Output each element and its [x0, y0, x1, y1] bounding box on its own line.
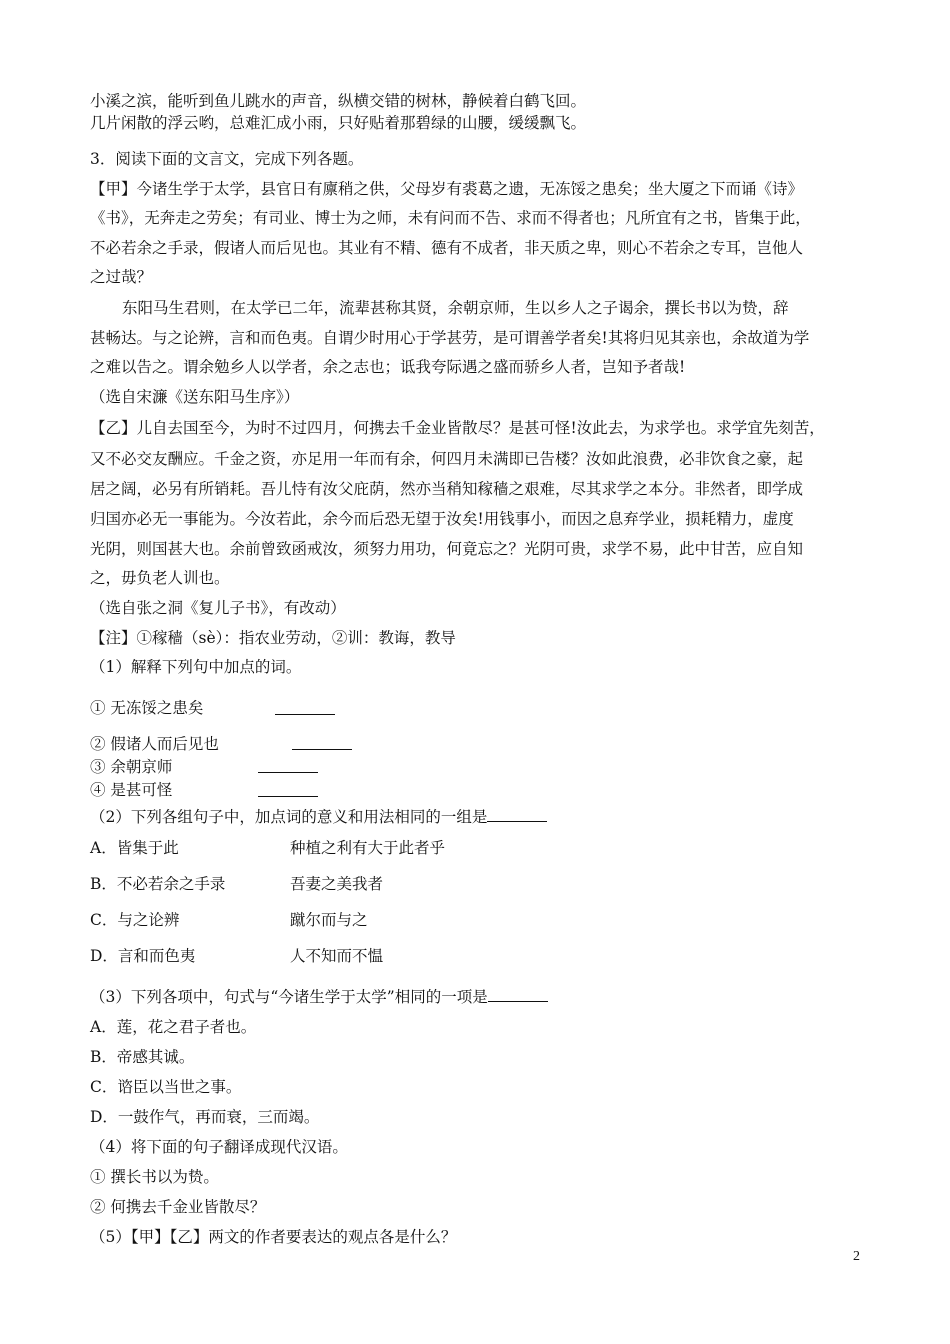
question-3-text: （3）下列各项中，句式与“今诸生学于太学”相同的一项是: [90, 988, 488, 1006]
passage-jia2-line: 东阳马生君则，在太学已二年，流辈甚称其贤，余朝京师，生以乡人之子谒余，撰长书以为贽，辞: [122, 299, 789, 317]
passage-yi-line: 光阴，则国甚大也。余前曾致函戒汝，须努力用功，何竟忘之？光阴可贵，求学不易，此中甘苦，应自知: [90, 540, 804, 558]
q2-option-c: C．与之论辨: [90, 911, 180, 929]
q3-option-d: D．一鼓作气，再而衰，三而竭。: [90, 1108, 320, 1126]
page-number: 2: [853, 1249, 860, 1264]
poem-line-2: 几片闲散的浮云哟，总难汇成小雨，只好贴着那碧绿的山腰，缓缓飘飞。: [90, 114, 587, 132]
q3-option-c: C．谘臣以当世之事。: [90, 1078, 242, 1096]
passage-jia-line: 《书》，无奔走之劳矣；有司业、博士为之师，未有问而不告、求而不得者也；凡所宜有之书，皆集于此，: [90, 209, 811, 227]
passage-jia-line: 不必若余之手录，假诸人而后见也。其业有不精、德有不成者，非天质之卑，则心不若余之专耳，岂他人: [90, 239, 804, 257]
note: 【注】①稼穑（sè）：指农业劳动，②训：教诲，教导: [90, 629, 456, 647]
answer-blank[interactable]: [258, 782, 318, 797]
source-2: （选自张之洞《复儿子书》，有改动）: [90, 599, 346, 617]
source-1: （选自宋濂《送东阳马生序》）: [90, 388, 300, 406]
q3-option-b: B．帝感其诚。: [90, 1048, 195, 1066]
question-2: [90, 806, 547, 828]
question-4: （4）将下面的句子翻译成现代汉语。: [90, 1138, 348, 1156]
q1-item-2: ② 假诸人而后见也: [90, 735, 219, 753]
q4-item-2: ② 何携去千金业皆散尽？: [90, 1198, 266, 1216]
passage-jia2-line: 甚畅达。与之论辨，言和而色夷。自谓少时用心于学甚劳，是可谓善学者矣!其将归见其亲也，余故道为学: [90, 329, 810, 347]
passage-yi-line: 归国亦必无一事能为。今汝若此，余今而后恐无望于汝矣!用钱事小，而因之息弃学业，损耗精力，虚度: [90, 510, 794, 528]
q2-option-b: B．不必若余之手录: [90, 875, 226, 893]
q1-item-4: ④ 是甚可怪: [90, 781, 173, 799]
q2-option-b-pair: 吾妻之美我者: [290, 875, 384, 893]
question-3-title: 3．阅读下面的文言文，完成下列各题。: [90, 150, 364, 168]
answer-blank[interactable]: [487, 807, 547, 822]
answer-blank[interactable]: [258, 758, 318, 773]
answer-blank[interactable]: [275, 700, 335, 715]
q4-item-1: ① 撰长书以为贽。: [90, 1168, 219, 1186]
q2-option-c-pair: 蹴尔而与之: [290, 911, 368, 929]
passage-yi-line: 之，毋负老人训也。: [90, 569, 230, 587]
q2-option-d: D．言和而色夷: [90, 947, 196, 965]
answer-blank[interactable]: [292, 735, 352, 750]
question-5: （5）【甲】【乙】两文的作者要表达的观点各是什么？: [90, 1228, 457, 1246]
passage-jia-line: 【甲】今诸生学于太学，县官日有廪稍之供，父母岁有裘葛之遗，无冻馁之患矣；坐大厦之下而诵《诗》: [90, 180, 804, 198]
answer-blank[interactable]: [488, 987, 548, 1002]
passage-yi-line: 【乙】儿自去国至今，为时不过四月，何携去千金业皆散尽？是甚可怪!汝此去，为求学也。求学宜先刻苦，: [90, 419, 825, 437]
question-2-text: （2）下列各组句子中，加点词的意义和用法相同的一组是: [90, 808, 488, 826]
q1-item-1: ① 无冻馁之患矣: [90, 699, 204, 717]
passage-yi-line: 居之阔，必另有所销耗。吾儿恃有汝父庇荫，然亦当稍知稼穑之艰难，尽其求学之本分。非然者，即学成: [90, 480, 804, 498]
question-1: （1）解释下列句中加点的词。: [90, 658, 302, 676]
passage-jia-line: 之过哉？: [90, 268, 153, 286]
q1-item-3: ③ 余朝京师: [90, 758, 173, 776]
q3-option-a: A．莲，花之君子者也。: [90, 1018, 257, 1036]
q2-option-a: A．皆集于此: [90, 839, 179, 857]
q2-option-a-pair: 种植之利有大于此者乎: [290, 839, 446, 857]
passage-yi-line: 又不必交友酬应。千金之资，亦足用一年而有余，何四月未满即已告楼？汝如此浪费，必非饮食之豪，起: [90, 450, 804, 468]
question-3: [90, 986, 548, 1008]
q2-option-d-pair: 人不知而不愠: [290, 947, 384, 965]
poem-line-1: 小溪之滨，能听到鱼儿跳水的声音，纵横交错的树林，静候着白鹤飞回。: [90, 92, 587, 110]
passage-jia2-line: 之难以告之。谓余勉乡人以学者，余之志也；诋我夸际遇之盛而骄乡人者，岂知予者哉!: [90, 358, 686, 376]
